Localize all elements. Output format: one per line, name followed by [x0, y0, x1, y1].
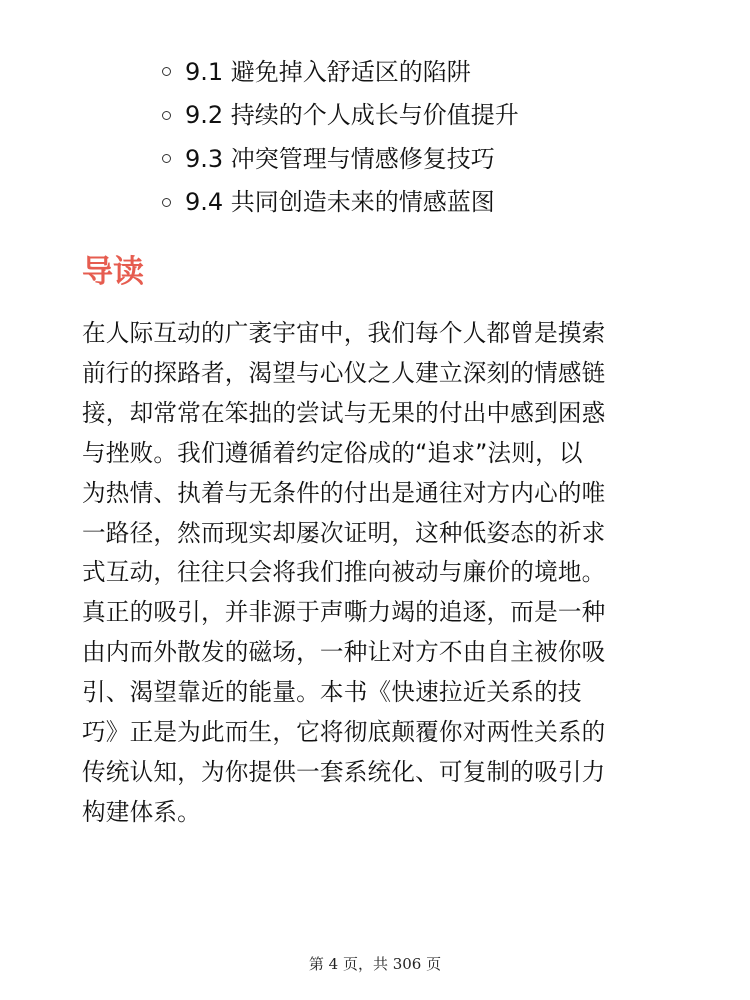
paragraph-line: 为热情、执着与无条件的付出是通往对方内心的唯	[82, 478, 606, 507]
paragraph-line: 构建体系。	[82, 797, 201, 826]
hollow-circle-bullet-icon	[162, 154, 171, 163]
toc-item-label[interactable]: 9.3 冲突管理与情感修复技巧	[185, 144, 495, 173]
paragraph-line: 一路径，然而现实却屡次证明，这种低姿态的祈求	[82, 518, 606, 547]
paragraph-line: 在人际互动的广袤宇宙中，我们每个人都曾是摸索	[82, 319, 606, 347]
toc-item-label[interactable]: 9.4 共同创造未来的情感蓝图	[185, 188, 495, 217]
table-of-contents	[162, 50, 519, 224]
paragraph-line: 与挫败。我们遵循着约定俗成的“追求”法则，以	[82, 438, 583, 467]
paragraph-line: 前行的探路者，渴望与心仪之人建立深刻的情感链	[82, 358, 606, 387]
toc-item[interactable]	[162, 137, 519, 181]
paragraph-line: 真正的吸引，并非源于声嘶力竭的追逐，而是一种	[82, 598, 606, 627]
paragraph-line: 传统认知，为你提供一套系统化、可复制的吸引力	[82, 757, 606, 786]
paragraph-line: 式互动，往往只会将我们推向被动与廉价的境地。	[82, 558, 606, 587]
section-heading: 导读	[82, 254, 144, 290]
paragraph-line: 引、渴望靠近的能量。本书《快速拉近关系的技	[82, 678, 582, 707]
hollow-circle-bullet-icon	[162, 67, 171, 76]
paragraph-line: 巧》正是为此而生，它将彻底颠覆你对两性关系的	[82, 718, 606, 747]
paragraph-line: 由内而外散发的磁场，一种让对方不由自主被你吸	[82, 638, 606, 667]
toc-item-label[interactable]: 9.1 避免掉入舒适区的陷阱	[185, 57, 471, 86]
paragraph-line: 接，却常常在笨拙的尝试与无果的付出中感到困惑	[82, 398, 606, 427]
toc-item[interactable]	[162, 94, 519, 138]
hollow-circle-bullet-icon	[162, 111, 171, 120]
intro-paragraph	[82, 314, 672, 833]
toc-item[interactable]	[162, 181, 519, 225]
toc-item-label[interactable]: 9.2 持续的个人成长与价值提升	[185, 101, 519, 130]
page-number: 第 4 页，共 306 页	[308, 955, 442, 973]
hollow-circle-bullet-icon	[162, 198, 171, 207]
toc-item[interactable]	[162, 50, 519, 94]
